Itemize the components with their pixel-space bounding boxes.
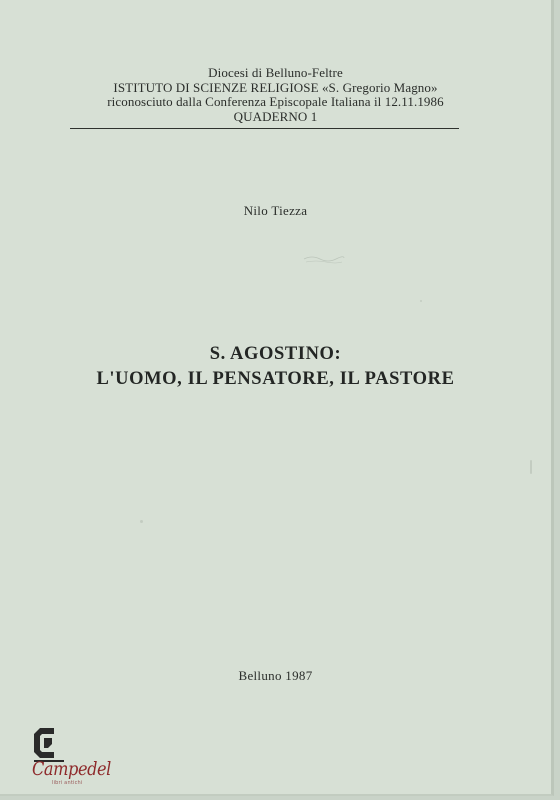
series-line: QUADERNO 1 [233,108,318,124]
book-title [0,342,551,392]
header-divider [70,128,459,129]
recognition-line: riconosciuto dalla Conferenza Episcopale Italiana il 12.11.1986 [107,94,444,109]
faint-stamp-mark [302,252,346,266]
publisher-header [0,66,551,124]
diocese-line: Diocesi di Belluno-Feltre [208,65,343,80]
title-line-2: L'UOMO, IL PENSATORE, IL PASTORE [96,368,455,390]
campedel-subtitle: libri antichi [52,780,83,786]
imprint: Belluno 1987 [238,668,313,683]
campedel-wordmark: Campedel [32,758,111,780]
title-line-1: S. AGOSTINO: [209,343,342,365]
paper-mark [530,460,532,474]
paper-speck [420,300,422,302]
paper-speck [140,520,143,523]
institute-line: ISTITUTO DI SCIENZE RELIGIOSE «S. Gregorio Magno» [113,79,438,95]
author-name: Nilo Tiezza [243,203,308,218]
